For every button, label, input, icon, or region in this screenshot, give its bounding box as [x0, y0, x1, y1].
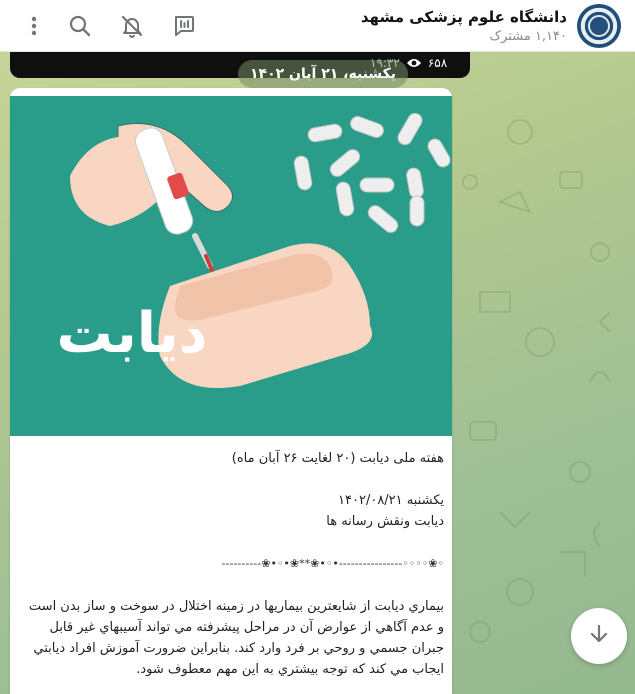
university-logo-icon	[588, 15, 610, 37]
message-image[interactable]	[10, 96, 452, 436]
image-title-text: دیابت	[56, 301, 208, 366]
arrow-down-icon	[588, 623, 610, 649]
subscriber-count: ۱,۱۴۰ مشترک	[489, 28, 567, 44]
diabetes-illustration	[10, 96, 452, 436]
more-options-button[interactable]	[14, 4, 54, 48]
channel-title: دانشگاه علوم پزشکی مشهد	[360, 7, 567, 26]
more-vertical-icon	[31, 16, 37, 36]
date-separator: یکشنبه، ۲۱ آبان ۱۴۰۲	[238, 60, 408, 88]
caption-divider: ----------❀•◦•❀**❀•◦•----------------◦◦◦◦❀◦	[221, 557, 444, 570]
channel-info[interactable]	[361, 6, 577, 46]
poll-button[interactable]	[158, 4, 210, 48]
caption-line-topic: دیابت ونقش رسانه ها	[326, 514, 444, 529]
channel-avatar[interactable]	[577, 4, 621, 48]
views-eye-icon	[406, 57, 422, 69]
caption-line-week: هفته ملی دیابت (۲۰ لغایت ۲۶ آبان ماه)	[231, 451, 444, 466]
mute-button[interactable]	[106, 4, 158, 48]
poll-icon	[172, 14, 196, 38]
message-bubble[interactable]	[10, 88, 452, 694]
scroll-down-button[interactable]	[571, 608, 627, 664]
header-actions	[0, 4, 210, 48]
search-icon	[69, 15, 91, 37]
bell-off-icon	[120, 14, 144, 38]
search-button[interactable]	[54, 4, 106, 48]
caption-line-date: یکشنبه ۱۴۰۲/۰۸/۲۱	[338, 493, 444, 508]
views-count: ۶۵۸	[427, 56, 448, 70]
caption-paragraph: بيماري ديابت از شايعترين بيماريها در زمينه اختلال در سوخت و ساز بدن است و عدم آگاهي از عوارض آن در مراحل پيشرفته مي تواند آسيبهاي غير قابل جبران جسمي و روحي بر فرد وارد كند. بنابراين ضرورت آموزش افراد ديابتي ايجاب مي كند كه توجه بيشتري به اين مهم معطوف شود.	[28, 599, 444, 677]
message-caption	[10, 436, 452, 680]
chat-header	[0, 0, 635, 52]
